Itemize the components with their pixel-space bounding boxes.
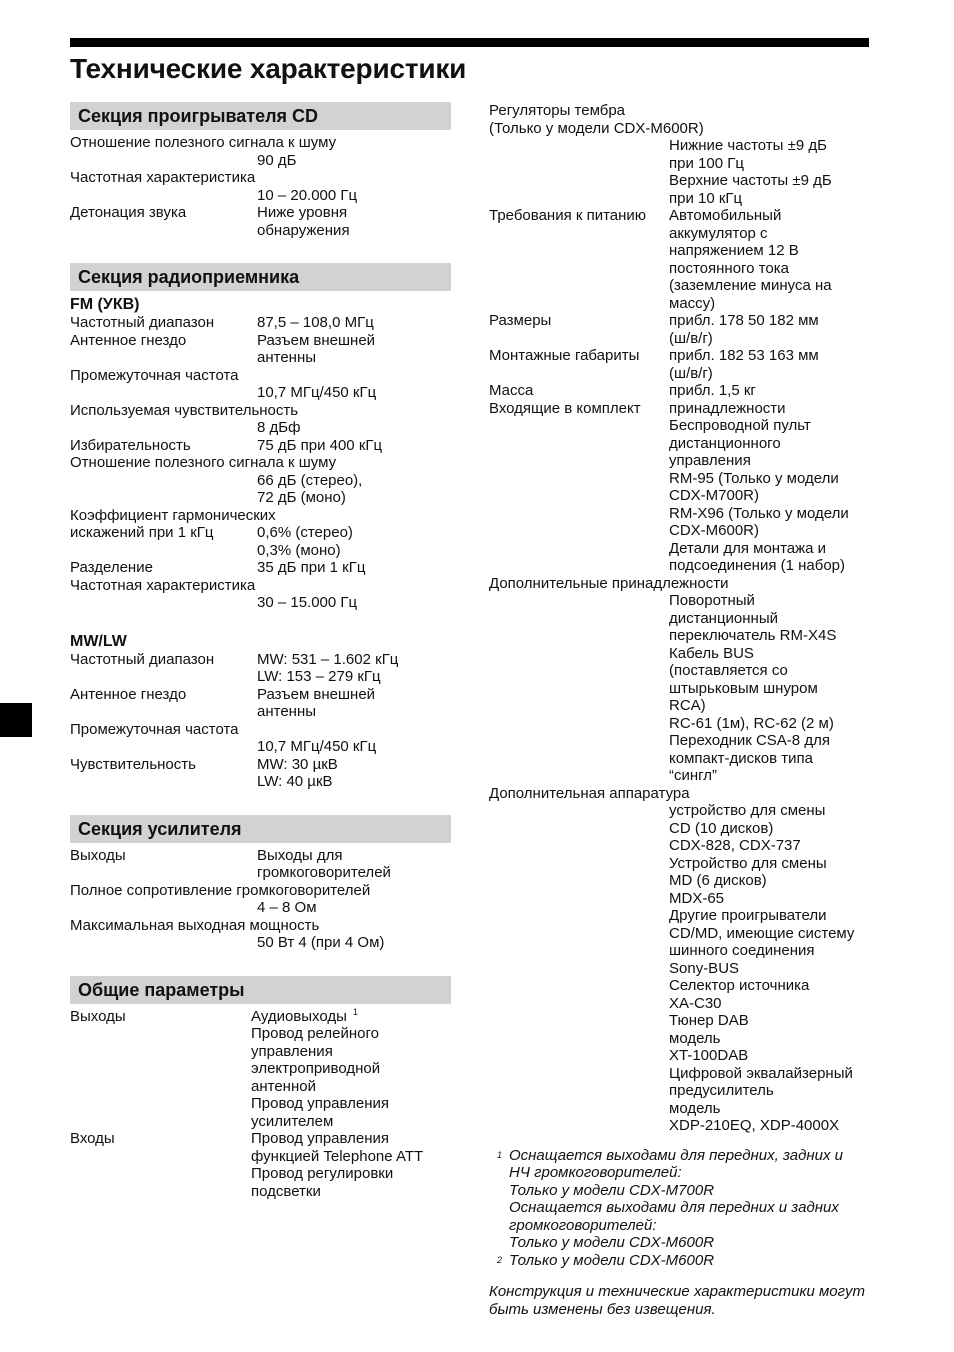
spec-value: 50 Вт 4 (при 4 Ом): [257, 934, 385, 951]
top-rule: [70, 38, 869, 47]
spec-value: принадлежности Беспроводной пульт дистанционного управления RM-95 (Только у модели CDX-M700R) RM-X96 (Только у модели CDX-M600R) Детали для монтажа и подсоединения (1 набор): [669, 399, 849, 574]
spec-label: Масса: [489, 382, 534, 399]
spec-row: [489, 102, 879, 120]
spec-value: Разъем внешней антенны: [257, 685, 376, 720]
spec-label: Коэффициент гармонических: [70, 506, 276, 524]
spec-label: Отношение полезного сигнала к шуму: [70, 134, 337, 151]
spec-row: [489, 785, 879, 803]
spec-label: Детонация звука: [70, 204, 187, 221]
spec-value: Разъем внешней антенны: [257, 331, 376, 366]
spec-value: MW: 30 µкВ LW: 40 µкВ: [257, 755, 338, 790]
spec-row: [70, 1008, 451, 1131]
spec-value: 10,7 МГц/450 кГц: [257, 384, 377, 401]
spec-row: [70, 507, 451, 525]
spec-value: 4 – 8 Ом: [257, 899, 317, 916]
spec-label: (Только у модели CDX-M600R): [489, 119, 704, 137]
spec-label: Антенное гнездо: [70, 331, 187, 349]
outputs-first: Аудиовыходы: [251, 1007, 347, 1025]
spec-value: 10 – 20.000 Гц: [257, 186, 358, 204]
spec-label: Входящие в комплект: [489, 399, 641, 417]
spec-row: [70, 367, 451, 385]
spec-row: [489, 575, 879, 593]
spec-row: [489, 207, 879, 312]
spec-value: 10,7 МГц/450 кГц: [257, 738, 377, 755]
spec-row: [70, 917, 451, 935]
spec-row: [489, 592, 879, 785]
spec-row: [70, 152, 451, 170]
left-column: [70, 102, 451, 1200]
spec-row: [70, 934, 451, 952]
right-column: [489, 102, 879, 1318]
spec-label: Используемая чувствительность: [70, 401, 299, 419]
spec-row: [70, 187, 451, 205]
spec-row: [70, 686, 451, 721]
footnote-text: Оснащается выходами для передних, задних и НЧ громкоговорителей: Только у модели CDX-M700R Оснащается выходами для передних и задних громкоговорителей: Только у модели CDX-M600R: [509, 1146, 843, 1251]
spec-row: [70, 738, 451, 756]
spec-label: Частотный диапазон: [70, 650, 215, 668]
spec-label: Входы: [70, 1130, 115, 1147]
spec-row: [70, 524, 451, 559]
footnote: [489, 1252, 879, 1270]
spec-row: [70, 559, 451, 577]
section-general-header: Общие параметры: [70, 976, 451, 1004]
spec-row: [70, 332, 451, 367]
disclaimer-note: Конструкция и технические характеристики могут быть изменены без извещения.: [489, 1283, 866, 1318]
spec-value: MW: 531 – 1.602 кГц LW: 153 – 279 кГц: [257, 650, 399, 685]
spec-label: Частотная характеристика: [70, 576, 256, 594]
spec-label: Чувствительность: [70, 755, 196, 773]
general-specs: [70, 1008, 451, 1201]
spec-row: [489, 312, 879, 347]
page-title: Технические характеристики: [70, 53, 467, 84]
spec-label: Регуляторы тембра: [489, 102, 626, 119]
spec-label: искажений при 1 кГц: [70, 524, 214, 541]
spec-label: Частотная характеристика: [70, 169, 256, 186]
fm-specs: [70, 314, 451, 612]
spec-row: [70, 756, 451, 791]
spec-row: [70, 847, 451, 882]
spec-row: [489, 137, 879, 207]
fm-heading: FM (УКВ): [70, 296, 140, 313]
spec-label: Избирательность: [70, 436, 191, 454]
footnote: [489, 1147, 879, 1252]
spec-row: [489, 382, 879, 400]
spec-label: Частотный диапазон: [70, 314, 215, 331]
spec-row: [70, 169, 451, 187]
spec-label: Полное сопротивление громкоговорителей: [70, 881, 371, 899]
spec-row: [70, 314, 451, 332]
footnote-text: Только у модели CDX-M600R: [509, 1251, 715, 1269]
footnote-mark: 1: [497, 1149, 503, 1160]
mw-lw-heading: MW/LW: [70, 632, 127, 650]
spec-row: [70, 384, 451, 402]
spec-row: [70, 419, 451, 437]
spec-row: [70, 721, 451, 739]
spec-value: Автомобильный аккумулятор с напряжением 12 В постоянного тока (заземление минуса на массу): [669, 207, 832, 312]
spec-value: прибл. 1,5 кг: [669, 382, 756, 399]
cd-specs: [70, 134, 451, 239]
spec-row: [489, 802, 879, 1135]
spec-row: [70, 134, 451, 152]
spec-value: 90 дБ: [257, 151, 297, 169]
footnote-mark: 2: [497, 1254, 503, 1265]
spec-row: [489, 120, 879, 138]
section-radio-header: Секция радиоприемника: [70, 263, 451, 291]
spec-label: Разделение: [70, 559, 153, 576]
footnote-ref: 1: [352, 1006, 358, 1017]
spec-row: [70, 204, 451, 239]
amp-specs: [70, 847, 451, 952]
section-amp-header: Секция усилителя: [70, 815, 451, 843]
spec-row: [70, 454, 451, 472]
spec-row: [70, 577, 451, 595]
spec-label: Размеры: [489, 312, 552, 329]
spec-label: Промежуточная частота: [70, 720, 239, 738]
spec-value: 0,6% (стерео) 0,3% (моно): [257, 524, 353, 559]
spec-label: Монтажные габариты: [489, 347, 640, 364]
spec-label: Требования к питанию: [489, 207, 647, 224]
spec-row: [70, 1130, 451, 1200]
spec-value: Поворотный дистанционный переключатель RM-X4S Кабель BUS (поставляется со штырьковым шнуром RCA) RC-61 (1м), RC-62 (2 м) Переходник CSA-8 для компакт-дисков типа “сингл”: [669, 592, 837, 784]
section-cd-header: Секция проигрывателя CD: [70, 102, 451, 130]
spec-label: Антенное гнездо: [70, 685, 187, 703]
spec-value: 66 дБ (стерео), 72 дБ (моно): [257, 471, 363, 506]
spec-row: [70, 594, 451, 612]
mw-specs: [70, 651, 451, 791]
side-tab-marker: [0, 703, 32, 737]
spec-label: Дополнительные принадлежности: [489, 574, 729, 592]
spec-value: Нижние частоты ±9 дБ при 100 Гц Верхние частоты ±9 дБ при 10 кГц: [669, 137, 832, 207]
spec-value: 87,5 – 108,0 МГц: [257, 314, 374, 331]
spec-row: [70, 472, 451, 507]
spec-value: 8 дБф: [257, 419, 301, 436]
spec-value: 30 – 15.000 Гц: [257, 594, 358, 611]
spec-value: Выходы для громкоговорителей: [257, 846, 391, 881]
spec-row: [70, 402, 451, 420]
spec-row: [70, 882, 451, 900]
spec-value: прибл. 182 53 163 мм (ш/в/г): [669, 347, 819, 382]
spec-row: [70, 437, 451, 455]
spec-row: [489, 400, 879, 575]
spec-row: [70, 651, 451, 686]
outputs-rest: Провод релейного управления электроприводной антенной Провод управления усилителем: [251, 1025, 390, 1130]
spec-value: Ниже уровня обнаружения: [257, 204, 350, 239]
spec-label: Выходы: [70, 846, 126, 864]
spec-label: Отношение полезного сигнала к шуму: [70, 454, 337, 471]
spec-value: 75 дБ при 400 кГц: [257, 436, 383, 454]
spec-label: Выходы: [70, 1007, 126, 1025]
spec-value: прибл. 178 50 182 мм (ш/в/г): [669, 312, 819, 347]
spec-label: Максимальная выходная мощность: [70, 916, 320, 934]
spec-row: [489, 347, 879, 382]
spec-value: Провод управления функцией Telephone ATT Провод регулировки подсветки: [251, 1130, 424, 1200]
spec-value: устройство для смены CD (10 дисков) CDX-828, CDX-737 Устройство для смены MD (6 дисков) MDX-65 Другие проигрыватели CD/MD, имеющие систему шинного соединения Sony-BUS Селектор источника XA-C30 Тюнер DAB модель XT-100DAB Цифровой эквалайзерный предусилитель модель XDP-210EQ, XDP-4000X: [669, 802, 855, 1134]
footnotes: [489, 1147, 879, 1270]
spec-label: Промежуточная частота: [70, 366, 239, 384]
spec-row: [70, 899, 451, 917]
spec-label: Дополнительная аппаратура: [489, 784, 690, 802]
spec-value: 35 дБ при 1 кГц: [257, 559, 366, 576]
spec-value: [251, 1008, 451, 1131]
